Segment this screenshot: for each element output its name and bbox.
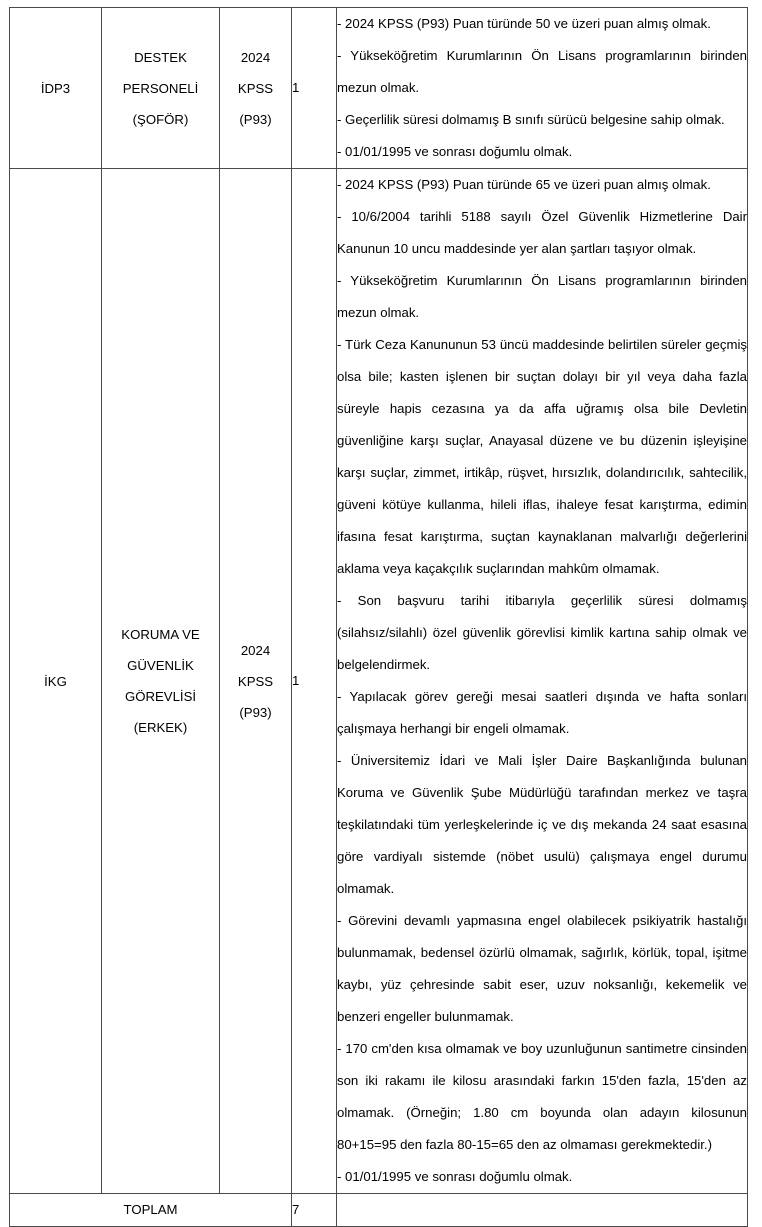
kod-text: İKG: [44, 673, 67, 689]
cell-kod: [10, 169, 102, 1194]
unvan-line-3: (ŞOFÖR): [132, 111, 189, 127]
unvan-line-1: KORUMA VE: [121, 627, 200, 642]
cell-unvan: [102, 169, 220, 1194]
sart-item: - 170 cm'den kısa olmamak ve boy uzunluğunun santimetre cinsinden son iki rakamı ile kilosu arasındaki farkın 15'den fazla, 15'den az olmamak. (Örneğin; 1.80 cm boyunda olan adayın kilosunun 80+15=95 den fazla 80-15=65 den az olmaması gerekmektedir.): [337, 1041, 747, 1152]
sart-item: - Görevini devamlı yapmasına engel olabilecek psikiyatrik hastalığı bulunmamak, bedensel özürlü olmamak, sağırlık, körlük, topal, işitme kaybı, yüz çehresinde sabit eser, uzuv noksanlığı, kekemelik ve benzeri engeller bulunmamak.: [337, 913, 747, 1024]
cell-kod: [10, 8, 102, 169]
puan-turu-line-2: KPSS: [237, 673, 274, 689]
cell-ozel-sartlar: [337, 169, 748, 1194]
cell-unvan: [102, 8, 220, 169]
cell-adet: 1: [292, 8, 337, 169]
puan-turu-line-1: 2024: [240, 49, 271, 65]
sart-item: - 01/01/1995 ve sonrası doğumlu olmak.: [337, 1169, 573, 1184]
puan-turu-line-3: (P93): [239, 111, 272, 127]
unvan-line-2: GÜVENLİK: [127, 658, 194, 673]
cell-puan-turu: [220, 8, 292, 169]
puan-turu-line-2: KPSS: [237, 80, 274, 96]
cell-ozel-sartlar: [337, 8, 748, 169]
unvan-line-4: (ERKEK): [133, 720, 188, 735]
unvan-line-3: GÖREVLİSİ: [124, 689, 197, 704]
sart-item: - Yapılacak görev gereği mesai saatleri dışında ve hafta sonları çalışmaya herhangi bir engeli olmamak.: [337, 689, 747, 736]
unvan-line-2: PERSONELİ: [122, 80, 199, 96]
kadro-sartlari-table: [9, 7, 748, 1227]
sart-item: - 2024 KPSS (P93) Puan türünde 50 ve üzeri puan almış olmak.: [337, 16, 711, 31]
cell-adet: 1: [292, 169, 337, 1194]
sart-item: - 01/01/1995 ve sonrası doğumlu olmak.: [337, 144, 573, 159]
sart-item: - Türk Ceza Kanununun 53 üncü maddesinde belirtilen süreler geçmiş olsa bile; kasten işlenen bir suçtan dolayı bir yıl veya daha fazla süreyle hapis cezasına ya da affa uğramış olsa bile Devletin güvenliğine karşı suçlar, Anayasal düzene ve bu düzenin işleyişine karşı suçlar, zimmet, irtikâp, rüşvet, hırsızlık, dolandırıcılık, sahtecilik, güveni kötüye kullanma, hileli iflas, ihaleye fesat karıştırma, edimin ifasına fesat karıştırma, suçtan kaynaklanan malvarlığı değerlerini aklama veya kaçakçılık suçlarından mahkûm olmamak.: [337, 337, 747, 576]
cell-puan-turu: [220, 169, 292, 1194]
sart-item: - Son başvuru tarihi itibarıyla geçerlilik süresi dolmamış (silahsız/silahlı) özel güvenlik görevlisi kimlik kartına sahip olmak ve belgelendirmek.: [337, 593, 747, 672]
unvan-line-1: DESTEK: [134, 49, 187, 65]
toplam-value: 7: [292, 1194, 337, 1227]
table-total-row: [10, 1194, 748, 1227]
sart-item: - 10/6/2004 tarihli 5188 sayılı Özel Güvenlik Hizmetlerine Dair Kanunun 10 uncu maddesinde yer alan şartları taşıyor olmak.: [337, 209, 747, 256]
sart-item: - Geçerlilik süresi dolmamış B sınıfı sürücü belgesine sahip olmak.: [337, 112, 725, 127]
toplam-label: TOPLAM: [10, 1194, 292, 1227]
sart-item: - Yükseköğretim Kurumlarının Ön Lisans programlarının birinden mezun olmak.: [337, 273, 747, 320]
table-row: [10, 169, 748, 1194]
sart-item: - Üniversitemiz İdari ve Mali İşler Daire Başkanlığında bulunan Koruma ve Güvenlik Şube Müdürlüğü tarafından merkez ve taşra teşkilatındaki tüm yerleşkelerinde iç ve dış mekanda 24 saat esasına göre vardiyalı sistemde (nöbet usulü) çalışmaya engel durumu olmamak.: [337, 753, 747, 896]
sart-item: - Yükseköğretim Kurumlarının Ön Lisans programlarının birinden mezun olmak.: [337, 48, 747, 95]
toplam-empty-cell: [337, 1194, 748, 1227]
puan-turu-line-1: 2024: [240, 642, 271, 658]
table-row: [10, 8, 748, 169]
kod-text: İDP3: [40, 80, 71, 96]
puan-turu-line-3: (P93): [239, 704, 272, 720]
sart-item: - 2024 KPSS (P93) Puan türünde 65 ve üzeri puan almış olmak.: [337, 177, 711, 192]
